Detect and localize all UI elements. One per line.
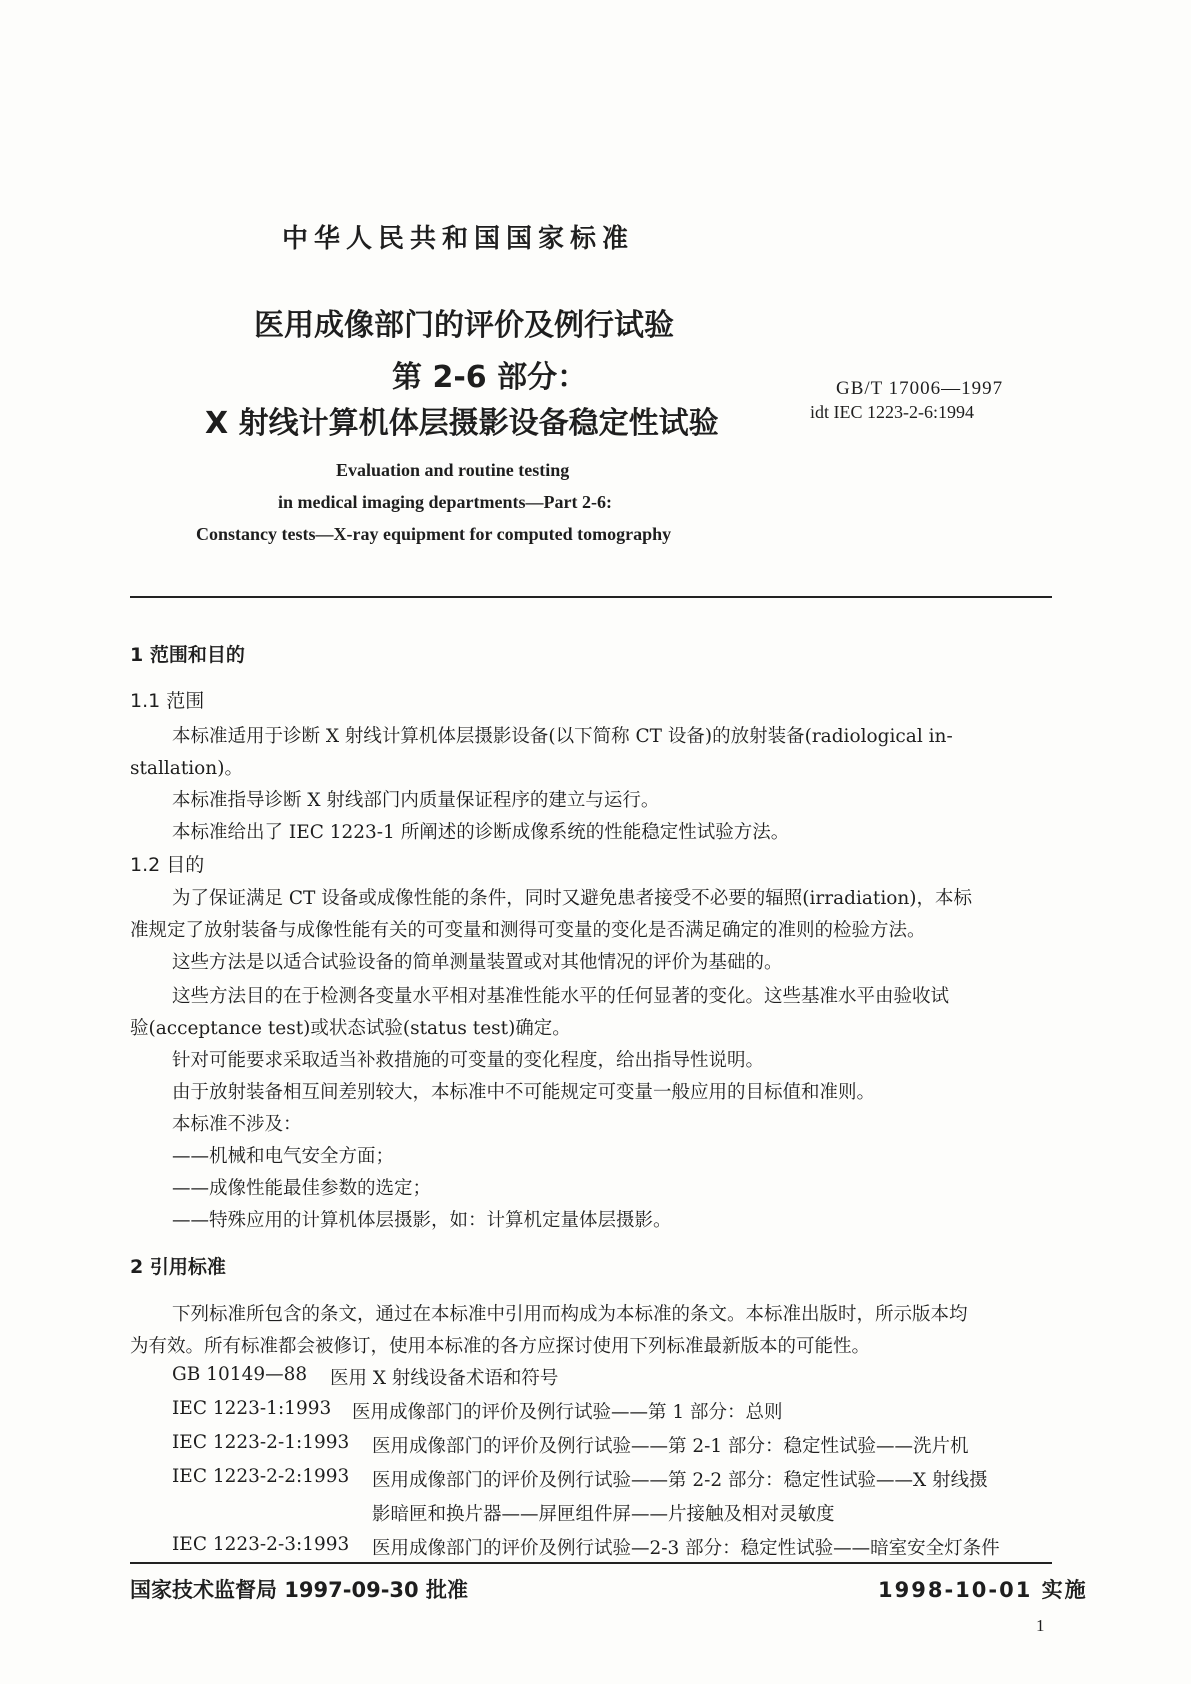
standard-number: GB/T 17006—1997 [836, 378, 1004, 399]
national-standard-title: 中华人民共和国国家标准 [282, 224, 635, 254]
list-item: ——成像性能最佳参数的选定； [172, 1178, 432, 1199]
paragraph-purpose-2: 这些方法是以适合试验设备的简单测量装置或对其他情况的评价为基础的。 [172, 952, 783, 973]
title-line-2: 第 2-6 部分： [392, 360, 588, 395]
title-line-1: 医用成像部门的评价及例行试验 [254, 308, 674, 343]
paragraph-purpose-1a: 为了保证满足 CT 设备或成像性能的条件，同时又避免患者接受不必要的辐照(irradiation)，本标 [172, 888, 973, 909]
list-item: ——特殊应用的计算机体层摄影，如：计算机定量体层摄影。 [172, 1210, 672, 1231]
paragraph-purpose-3a: 这些方法目的在于检测各变量水平相对基准性能水平的任何显著的变化。这些基准水平由验收试 [172, 986, 950, 1007]
paragraph-scope-2: 本标准指导诊断 X 射线部门内质量保证程序的建立与运行。 [172, 790, 660, 811]
reference-title: 医用成像部门的评价及例行试验——第 2-2 部分：稳定性试验——X 射线摄 [372, 1470, 988, 1491]
top-divider [130, 596, 1052, 598]
reference-title-continued: 影暗匣和换片器——屏匣组件屏——片接触及相对灵敏度 [372, 1504, 835, 1525]
standard-idt: idt IEC 1223-2-6:1994 [810, 402, 974, 422]
section-1-1-heading: 1.1 范围 [130, 690, 205, 712]
english-title-line-3: Constancy tests—X-ray equipment for computed tomography [196, 524, 672, 544]
paragraph-refs-1b: 为有效。所有标准都会被修订，使用本标准的各方应探讨使用下列标准最新版本的可能性。 [130, 1336, 871, 1357]
reference-title: 医用成像部门的评价及例行试验—2-3 部分：稳定性试验——暗室安全灯条件 [372, 1538, 1000, 1559]
paragraph-purpose-4: 针对可能要求采取适当补救措施的可变量的变化程度，给出指导性说明。 [172, 1050, 765, 1071]
reference-code: IEC 1223-2-3:1993 [172, 1534, 350, 1555]
list-item: ——机械和电气安全方面； [172, 1146, 395, 1167]
section-1-2-heading: 1.2 目的 [130, 854, 205, 876]
reference-title: 医用成像部门的评价及例行试验——第 2-1 部分：稳定性试验——洗片机 [372, 1436, 969, 1457]
implementation-date: 1998-10-01 实施 [878, 1578, 1088, 1602]
section-2-heading: 2 引用标准 [130, 1256, 226, 1278]
paragraph-purpose-1b: 准规定了放射装备与成像性能有关的可变量和测得可变量的变化是否满足确定的准则的检验方法。 [130, 920, 926, 941]
english-title-line-2: in medical imaging departments—Part 2-6: [278, 492, 612, 512]
paragraph-purpose-5: 由于放射装备相互间差别较大，本标准中不可能规定可变量一般应用的目标值和准则。 [172, 1082, 876, 1103]
bottom-divider [130, 1562, 1052, 1564]
paragraph-refs-1a: 下列标准所包含的条文，通过在本标准中引用而构成为本标准的条文。本标准出版时，所示版本均 [172, 1304, 968, 1325]
paragraph-scope-1a: 本标准适用于诊断 X 射线计算机体层摄影设备(以下简称 CT 设备)的放射装备(radiological in- [172, 726, 953, 747]
reference-title: 医用成像部门的评价及例行试验——第 1 部分：总则 [352, 1402, 783, 1423]
approval-date: 国家技术监督局 1997-09-30 批准 [130, 1578, 468, 1602]
reference-title: 医用 X 射线设备术语和符号 [330, 1368, 559, 1389]
reference-code: IEC 1223-2-2:1993 [172, 1466, 350, 1487]
page-number: 1 [1036, 1616, 1045, 1635]
paragraph-purpose-3b: 验(acceptance test)或状态试验(status test)确定。 [130, 1018, 571, 1039]
reference-code: IEC 1223-2-1:1993 [172, 1432, 350, 1453]
reference-code: GB 10149—88 [172, 1364, 308, 1385]
section-1-heading: 1 范围和目的 [130, 644, 245, 666]
english-title-line-1: Evaluation and routine testing [336, 460, 570, 480]
paragraph-scope-1b: stallation)。 [130, 758, 243, 779]
paragraph-purpose-6: 本标准不涉及： [172, 1114, 302, 1135]
title-line-3: X 射线计算机体层摄影设备稳定性试验 [205, 406, 719, 441]
paragraph-scope-3: 本标准给出了 IEC 1223-1 所阐述的诊断成像系统的性能稳定性试验方法。 [172, 822, 790, 843]
reference-code: IEC 1223-1:1993 [172, 1398, 332, 1419]
